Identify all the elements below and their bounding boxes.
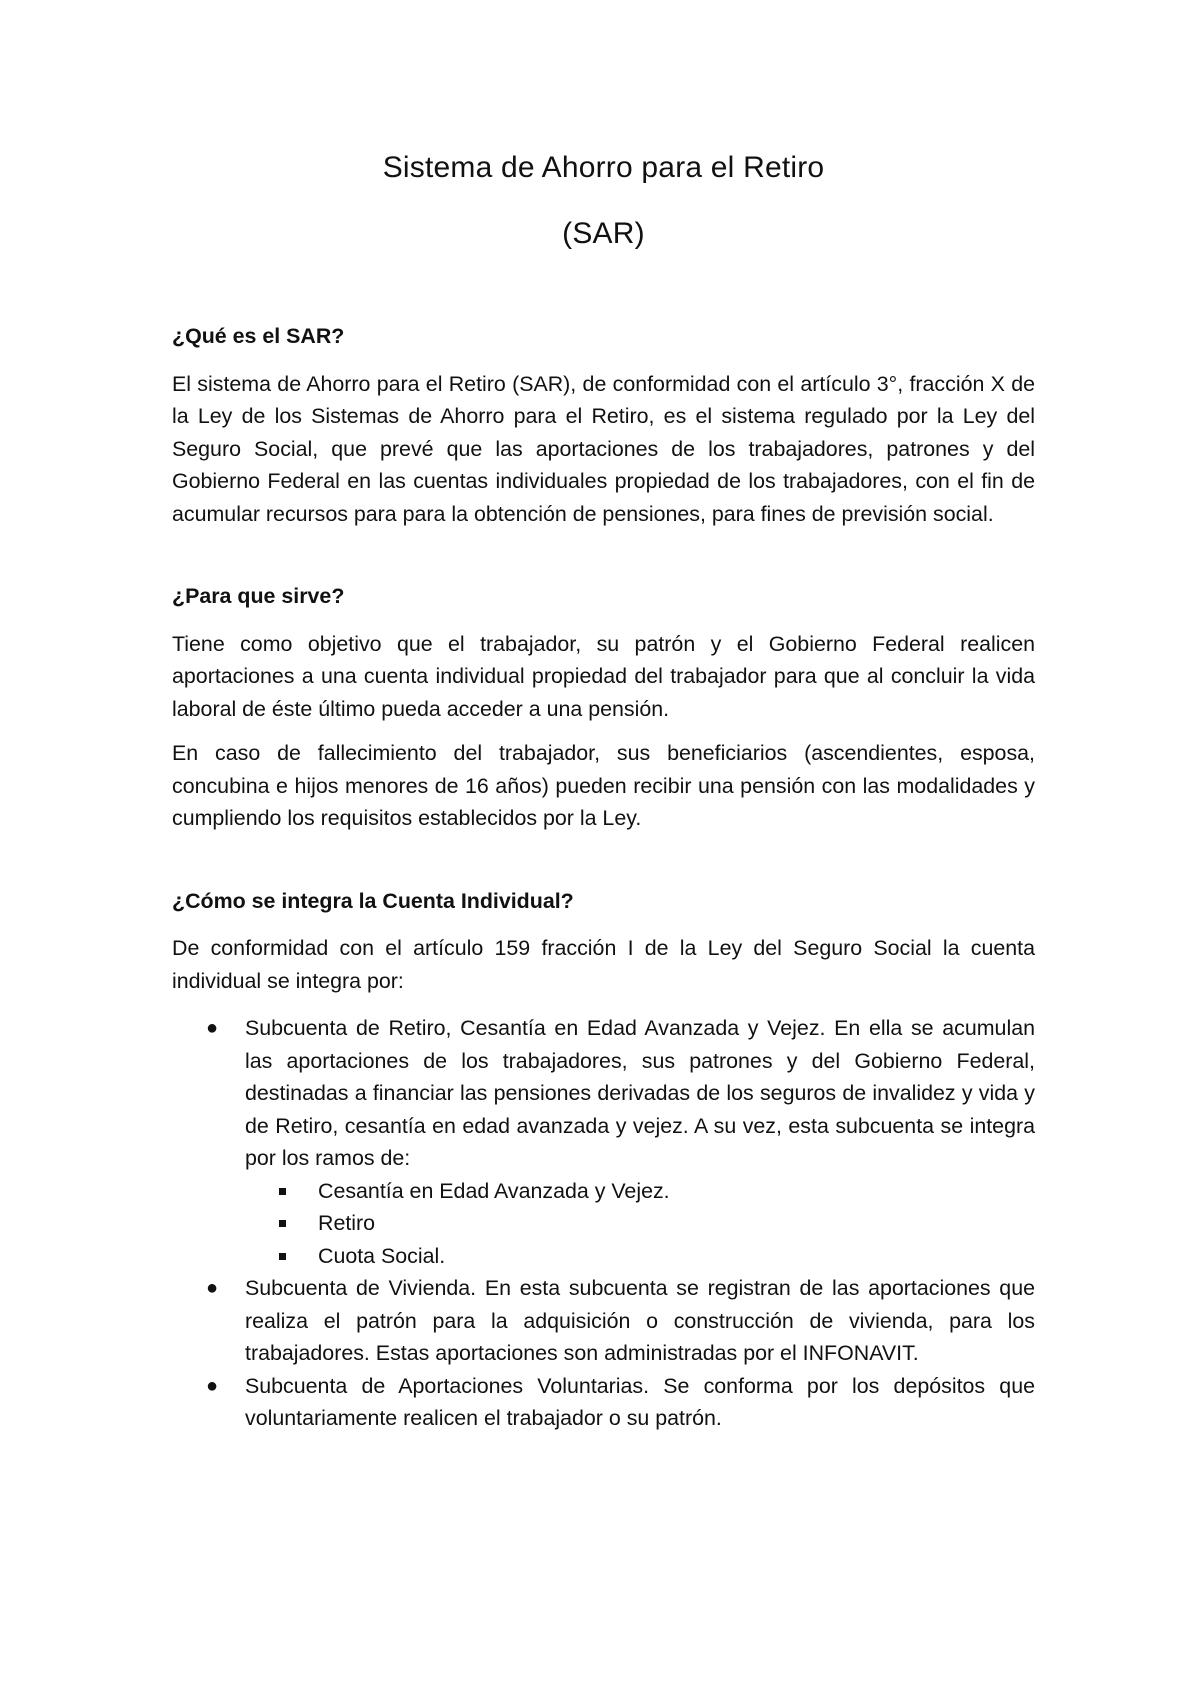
list-item [172, 1370, 1035, 1435]
square-bullet-icon [279, 1220, 286, 1227]
list-item [172, 1272, 1035, 1370]
sub-list-item [245, 1240, 1035, 1273]
paragraph-como-integra: De conformidad con el artículo 159 fracción I de la Ley del Seguro Social la cuenta individual se integra por: [172, 936, 1035, 993]
sub-list-item-text: Retiro [318, 1211, 376, 1235]
bullet-list-subcuentas [172, 1012, 1035, 1435]
sub-list-item-text: Cuota Social. [318, 1243, 446, 1268]
paragraph-para-que-2: En caso de fallecimiento del trabajador, sus beneficiarios (ascendientes, esposa, concubina e hijos menores de 16 años) pueden recibir una pensión con las modalidades y cumpliendo los requisitos establecidos por la Ley. [172, 741, 1035, 830]
document-title: Sistema de Ahorro para el Retiro [382, 151, 825, 184]
list-item-text: Subcuenta de Retiro, Cesantía en Edad Avanzada y Vejez. En ella se acumulan las aportaciones de los trabajadores, sus patrones y del Gobierno Federal, destinadas a financiar las pensiones derivadas de los seguros de invalidez y vida y de Retiro, cesantía en edad avanzada y vejez. A su vez, esta subcuenta se integra por los ramos de: [245, 1016, 1035, 1170]
sub-list-item [245, 1207, 1035, 1240]
paragraph-que-es: El sistema de Ahorro para el Retiro (SAR), de conformidad con el artículo 3°, fracción X de la Ley de los Sistemas de Ahorro para el Retiro, es el sistema regulado por la Ley del Seguro Social, que prevé que las aportaciones de los trabajadores, patrones y del Gobierno Federal en las cuentas individuales propiedad de los trabajadores, con el fin de acumular recursos para para la obtención de pensiones, para fines de previsión social. [172, 371, 1035, 526]
section-heading-que-es: ¿Qué es el SAR? [172, 324, 345, 348]
bullet-icon: ● [205, 1374, 219, 1397]
bullet-icon: ● [205, 1017, 219, 1039]
section-heading-como-integra: ¿Cómo se integra la Cuenta Individual? [172, 888, 574, 913]
sub-list-item [245, 1175, 1035, 1208]
bullet-icon: ● [205, 1277, 219, 1299]
list-item [172, 1012, 1035, 1272]
list-item-text: Subcuenta de Vivienda. En esta subcuenta se registran de las aportaciones que realiza el patrón para la adquisición o construcción de vivienda, para los trabajadores. Estas aportaciones son administradas por el INFONAVIT. [245, 1276, 1035, 1365]
paragraph-para-que-1: Tiene como objetivo que el trabajador, su patrón y el Gobierno Federal realicen aportaciones a una cuenta individual propiedad del trabajador para que al concluir la vida laboral de éste último pueda acceder a una pensión. [172, 631, 1035, 721]
document-title-acronym: (SAR) [562, 217, 645, 250]
sub-list-ramos [245, 1175, 1035, 1273]
section-heading-para-que: ¿Para que sirve? [172, 584, 345, 608]
document-body [172, 320, 1035, 1435]
square-bullet-icon [279, 1188, 286, 1195]
list-item-text: Subcuenta de Aportaciones Voluntarias. Se conforma por los depósitos que voluntariamente realicen el trabajador o su patrón. [245, 1373, 1035, 1430]
sub-list-item-text: Cesantía en Edad Avanzada y Vejez. [318, 1178, 670, 1203]
square-bullet-icon [279, 1253, 286, 1260]
